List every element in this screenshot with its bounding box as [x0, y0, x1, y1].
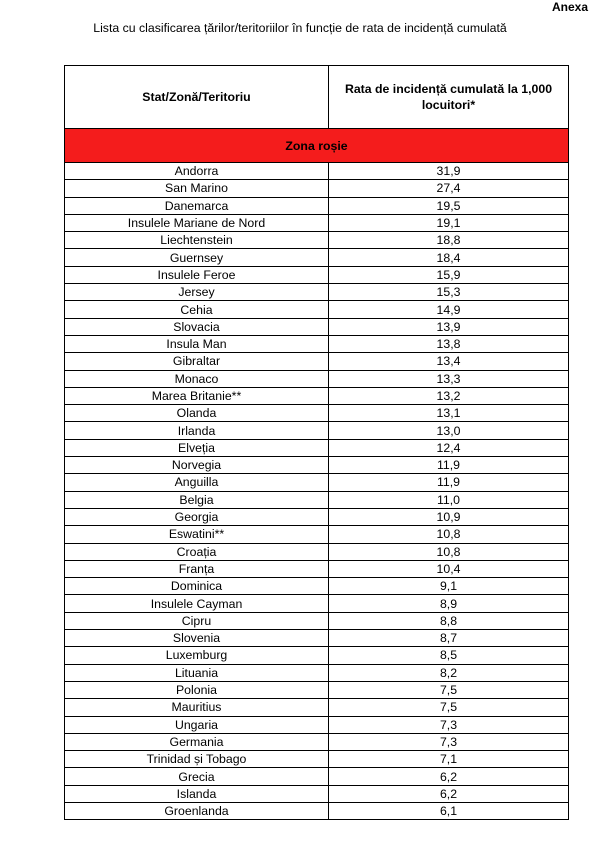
table-row [65, 612, 569, 629]
rate-cell: 18,8 [329, 232, 569, 249]
table-row [65, 664, 569, 681]
rate-cell: 19,5 [329, 197, 569, 214]
country-cell: Anguilla [65, 474, 329, 491]
country-cell: Norvegia [65, 457, 329, 474]
rate-cell: 12,4 [329, 439, 569, 456]
table-row [65, 630, 569, 647]
country-cell: Insulele Cayman [65, 595, 329, 612]
rate-cell: 8,7 [329, 630, 569, 647]
rate-cell: 9,1 [329, 578, 569, 595]
country-cell: Danemarca [65, 197, 329, 214]
country-cell: Insula Man [65, 335, 329, 352]
table-row [65, 370, 569, 387]
country-cell: Slovacia [65, 318, 329, 335]
rate-cell: 18,4 [329, 249, 569, 266]
rate-cell: 8,8 [329, 612, 569, 629]
country-cell: Cipru [65, 612, 329, 629]
table-row [65, 318, 569, 335]
table-row [65, 335, 569, 352]
table-row [65, 439, 569, 456]
rate-cell: 11,9 [329, 457, 569, 474]
rate-cell: 10,9 [329, 508, 569, 525]
country-cell: Cehia [65, 301, 329, 318]
rate-cell: 13,3 [329, 370, 569, 387]
country-cell: Dominica [65, 578, 329, 595]
country-cell: Irlanda [65, 422, 329, 439]
country-cell: Ungaria [65, 716, 329, 733]
table-row [65, 560, 569, 577]
table-row [65, 163, 569, 180]
rate-cell: 7,5 [329, 681, 569, 698]
table-row [65, 785, 569, 802]
rate-cell: 8,2 [329, 664, 569, 681]
table-row [65, 647, 569, 664]
country-cell: Trinidad și Tobago [65, 751, 329, 768]
country-cell: Croația [65, 543, 329, 560]
rate-cell: 13,0 [329, 422, 569, 439]
rate-cell: 10,8 [329, 526, 569, 543]
table-row [65, 578, 569, 595]
rate-cell: 7,3 [329, 733, 569, 750]
country-cell: Guernsey [65, 249, 329, 266]
country-cell: Lituania [65, 664, 329, 681]
country-cell: Georgia [65, 508, 329, 525]
table-row [65, 266, 569, 283]
table-row [65, 699, 569, 716]
country-cell: Liechtenstein [65, 232, 329, 249]
rate-cell: 14,9 [329, 301, 569, 318]
country-cell: Islanda [65, 785, 329, 802]
country-cell: Luxemburg [65, 647, 329, 664]
rate-cell: 13,1 [329, 405, 569, 422]
header-rate-label: Rata de incidență cumulată la 1,000 locuitori* [344, 82, 553, 112]
table-row [65, 249, 569, 266]
country-cell: Monaco [65, 370, 329, 387]
country-cell: Insulele Mariane de Nord [65, 214, 329, 231]
table-row [65, 543, 569, 560]
header-country: Stat/Zonă/Teritoriu [65, 66, 329, 129]
country-cell: Insulele Feroe [65, 266, 329, 283]
country-cell: Eswatini** [65, 526, 329, 543]
document-subtitle: Lista cu clasificarea țărilor/teritoriilor în funcție de rata de incidență cumulată [93, 21, 507, 35]
table-row [65, 353, 569, 370]
country-cell: Germania [65, 733, 329, 750]
zone-label: Zona roșie [65, 129, 569, 163]
rate-cell: 13,9 [329, 318, 569, 335]
rate-cell: 6,2 [329, 785, 569, 802]
rate-cell: 6,1 [329, 802, 569, 819]
table-row [65, 595, 569, 612]
table-row [65, 733, 569, 750]
zone-row [65, 129, 569, 163]
table-header-row [65, 66, 569, 129]
rate-cell: 13,4 [329, 353, 569, 370]
rate-cell: 7,1 [329, 751, 569, 768]
country-cell: Andorra [65, 163, 329, 180]
table-row [65, 457, 569, 474]
country-cell: Groenlanda [65, 802, 329, 819]
rate-cell: 10,8 [329, 543, 569, 560]
rate-cell: 7,5 [329, 699, 569, 716]
country-cell: Mauritius [65, 699, 329, 716]
rate-cell: 10,4 [329, 560, 569, 577]
table-row [65, 802, 569, 819]
table-row [65, 508, 569, 525]
table-row [65, 491, 569, 508]
country-cell: San Marino [65, 180, 329, 197]
table-row [65, 422, 569, 439]
rate-cell: 7,3 [329, 716, 569, 733]
table-row [65, 751, 569, 768]
table-row [65, 768, 569, 785]
country-cell: Olanda [65, 405, 329, 422]
rate-cell: 8,5 [329, 647, 569, 664]
table-row [65, 301, 569, 318]
rate-cell: 15,3 [329, 284, 569, 301]
country-cell: Franța [65, 560, 329, 577]
country-cell: Slovenia [65, 630, 329, 647]
table-row [65, 526, 569, 543]
country-cell: Jersey [65, 284, 329, 301]
table-row [65, 716, 569, 733]
rate-cell: 27,4 [329, 180, 569, 197]
country-cell: Elveția [65, 439, 329, 456]
rate-cell: 19,1 [329, 214, 569, 231]
country-cell: Gibraltar [65, 353, 329, 370]
country-cell: Grecia [65, 768, 329, 785]
table-row [65, 474, 569, 491]
table-row [65, 180, 569, 197]
rate-cell: 15,9 [329, 266, 569, 283]
rate-cell: 11,0 [329, 491, 569, 508]
rate-cell: 13,2 [329, 387, 569, 404]
country-cell: Polonia [65, 681, 329, 698]
header-rate [329, 66, 569, 129]
table-row [65, 387, 569, 404]
country-cell: Belgia [65, 491, 329, 508]
table-row [65, 284, 569, 301]
rate-cell: 13,8 [329, 335, 569, 352]
table-row [65, 214, 569, 231]
rate-cell: 6,2 [329, 768, 569, 785]
country-cell: Marea Britanie** [65, 387, 329, 404]
classification-table [64, 65, 569, 820]
table-row [65, 405, 569, 422]
rate-cell: 11,9 [329, 474, 569, 491]
table-row [65, 232, 569, 249]
table-row [65, 197, 569, 214]
annex-label: Anexa [551, 0, 588, 14]
rate-cell: 31,9 [329, 163, 569, 180]
table-row [65, 681, 569, 698]
rate-cell: 8,9 [329, 595, 569, 612]
